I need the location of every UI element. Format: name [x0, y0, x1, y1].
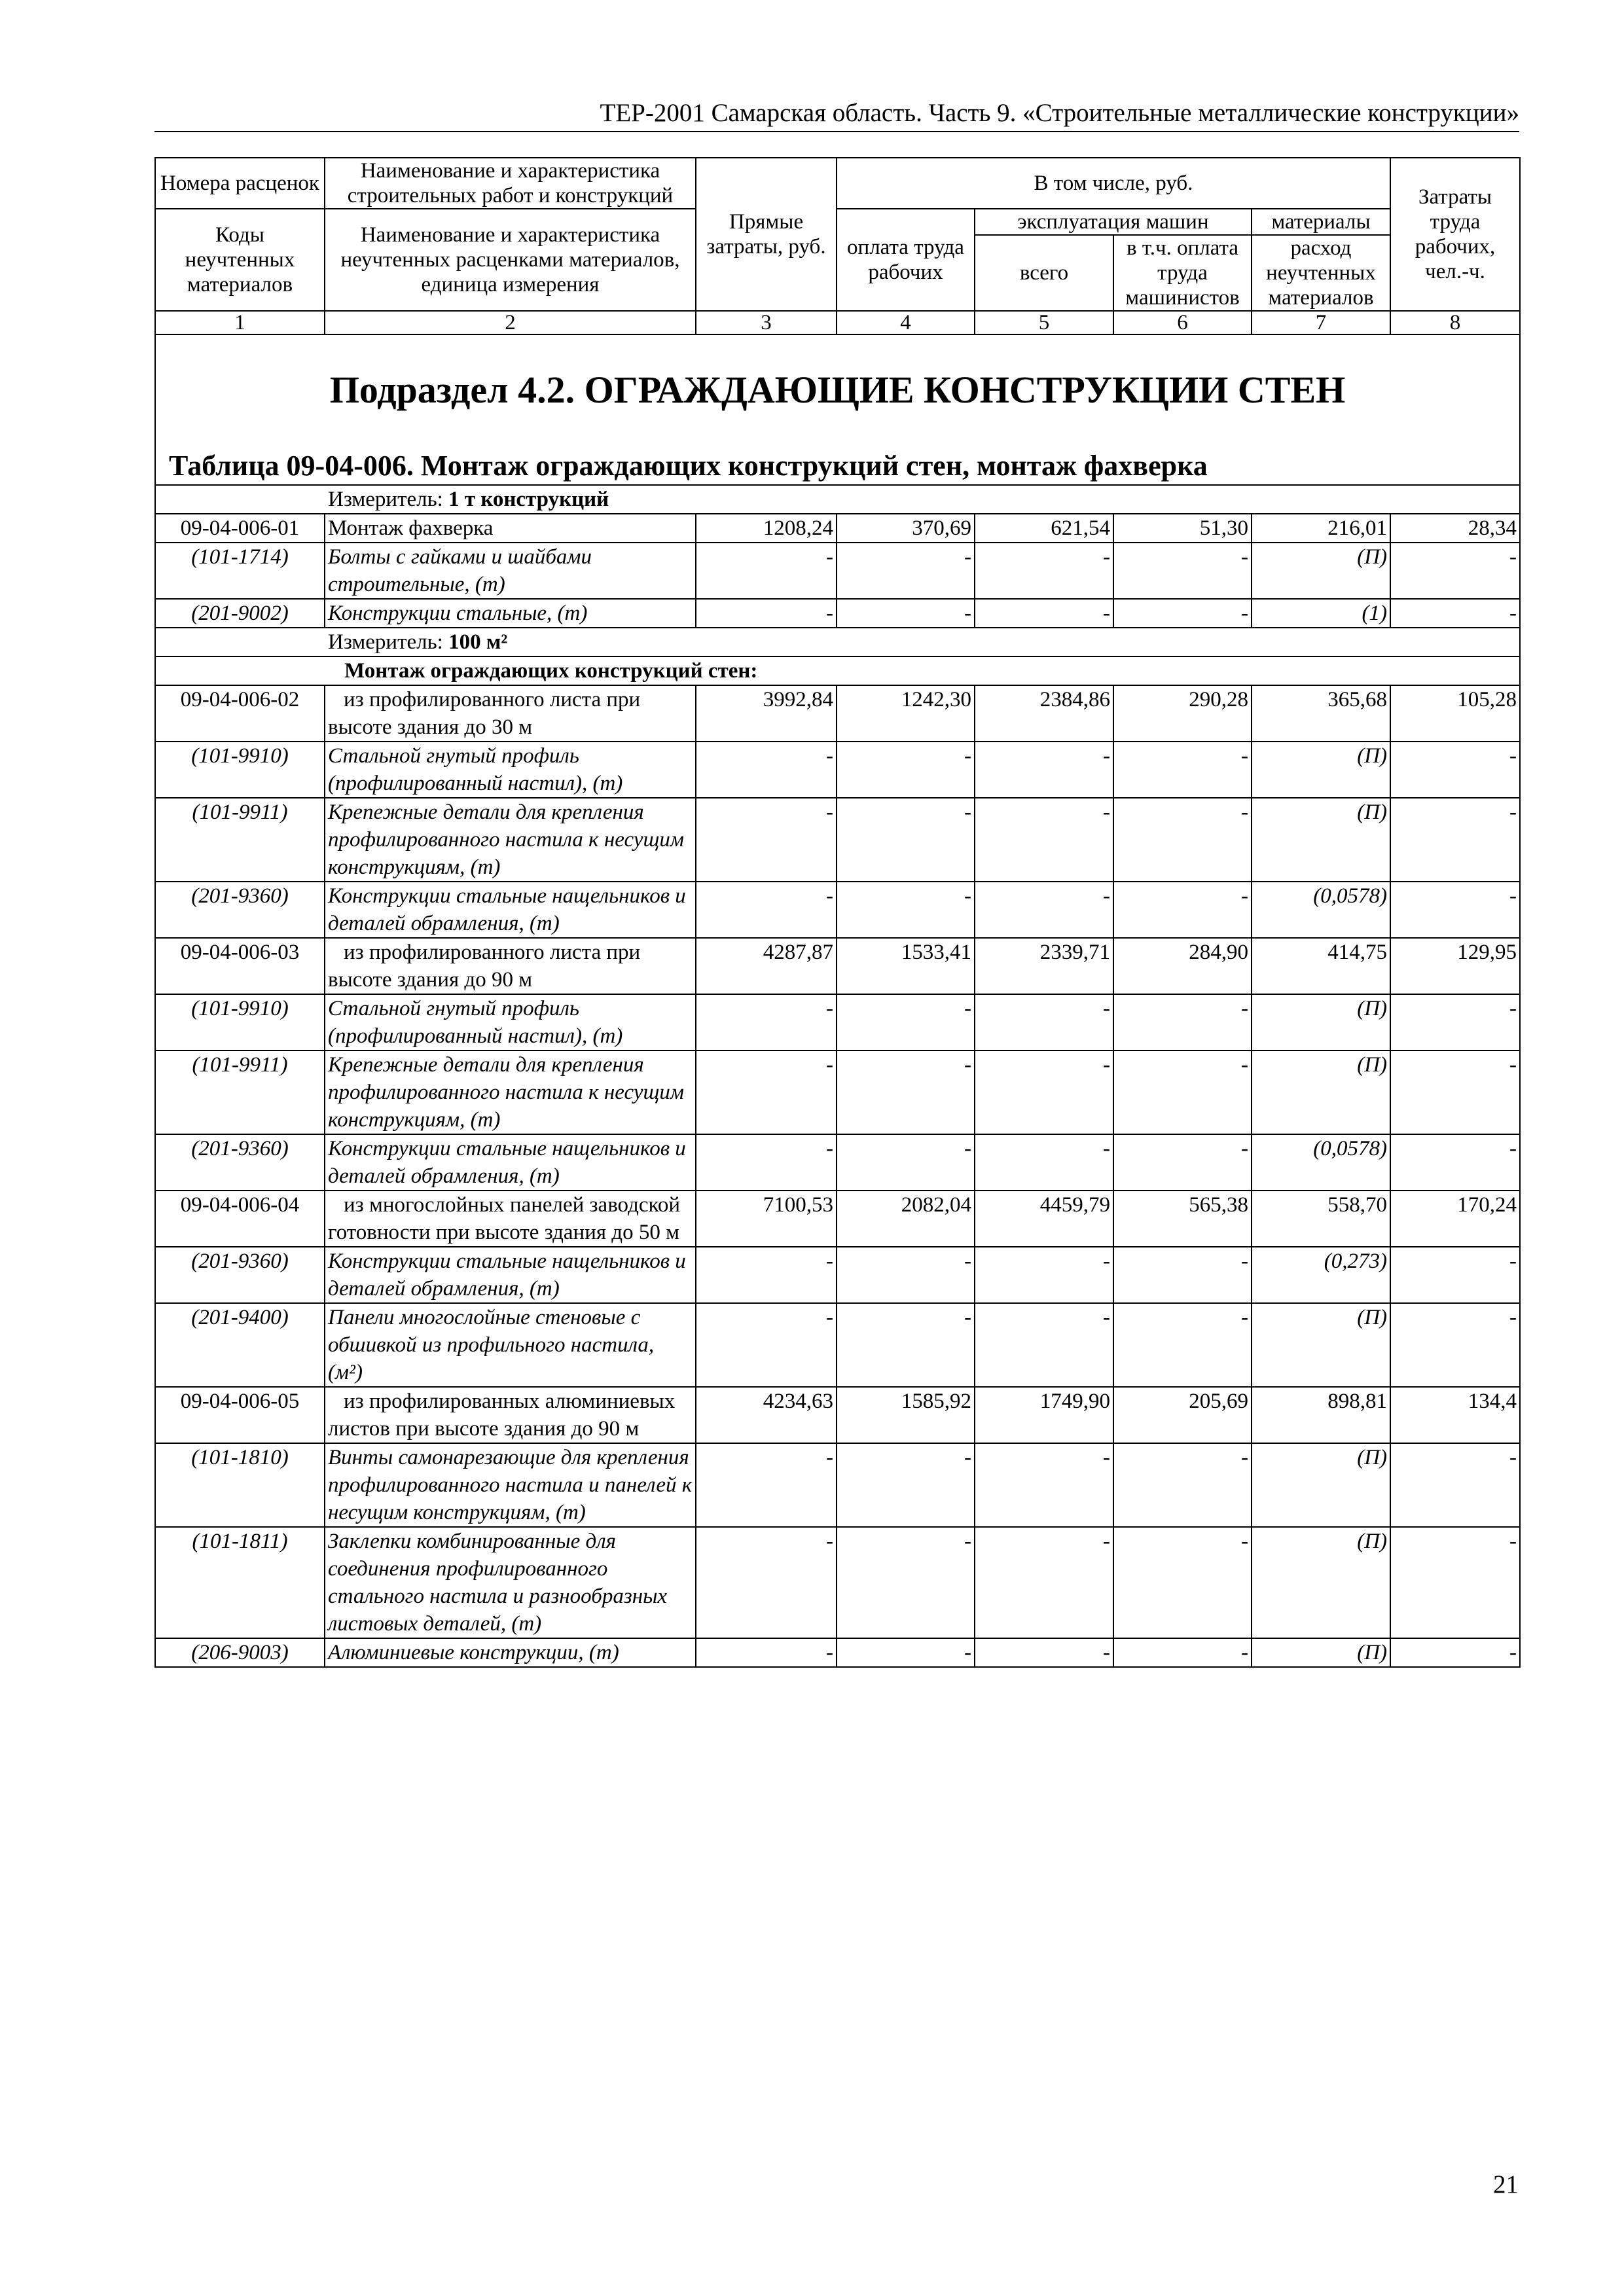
- material-name: Заклепки комбинированные для соединения профилированного стального настила и разнообразных листовых деталей, (т): [325, 1527, 696, 1638]
- material-name: Панели многослойные стеновые с обшивкой из профильного настила, (м²): [325, 1303, 696, 1387]
- running-header: ТЕР-2001 Самарская область. Часть 9. «Строительные металлические конструкции»: [600, 99, 1519, 127]
- column-numbers-row: [155, 311, 1520, 334]
- material-code: (201-9360): [155, 882, 325, 938]
- material-value: -: [1390, 1050, 1520, 1134]
- material-name: Винты самонарезающие для крепления профилированного настила и панелей к несущим конструкциям, (т): [325, 1443, 696, 1527]
- material-value: -: [696, 599, 837, 628]
- material-value: -: [1390, 1443, 1520, 1527]
- material-quantity: (П): [1252, 1527, 1390, 1638]
- materials-cost: 216,01: [1252, 514, 1390, 543]
- col4-header: оплата труда рабочих: [837, 209, 975, 311]
- material-code: (101-1714): [155, 543, 325, 599]
- direct-costs: 4287,87: [696, 938, 837, 994]
- material-quantity: (П): [1252, 994, 1390, 1050]
- header-rule: [154, 131, 1519, 132]
- machinist-pay: 290,28: [1113, 685, 1252, 742]
- labor-hours: 129,95: [1390, 938, 1520, 994]
- labor-pay: 1242,30: [837, 685, 975, 742]
- measure-unit-1: Измеритель: 1 т конструкций: [325, 485, 1520, 514]
- material-value: -: [975, 1050, 1113, 1134]
- material-quantity: (П): [1252, 798, 1390, 882]
- direct-costs: 4234,63: [696, 1387, 837, 1443]
- materials-cost: 365,68: [1252, 685, 1390, 742]
- column-number: 2: [325, 311, 696, 334]
- material-quantity: (П): [1252, 1638, 1390, 1667]
- material-value: -: [837, 1050, 975, 1134]
- machines-total: 621,54: [975, 514, 1113, 543]
- material-quantity: (1): [1252, 599, 1390, 628]
- material-name: Алюминиевые конструкции, (т): [325, 1638, 696, 1667]
- material-quantity: (П): [1252, 1443, 1390, 1527]
- material-value: -: [1390, 1638, 1520, 1667]
- material-value: -: [1390, 599, 1520, 628]
- material-row: [155, 742, 1520, 798]
- material-row: [155, 543, 1520, 599]
- material-quantity: (0,0578): [1252, 1134, 1390, 1191]
- material-row: [155, 1247, 1520, 1303]
- material-quantity: (П): [1252, 1303, 1390, 1387]
- material-value: -: [1113, 1134, 1252, 1191]
- material-value: -: [975, 543, 1113, 599]
- material-value: -: [1113, 798, 1252, 882]
- material-value: -: [1113, 599, 1252, 628]
- material-value: -: [1390, 1134, 1520, 1191]
- subsection-title: Подраздел 4.2. ОГРАЖДАЮЩИЕ КОНСТРУКЦИИ СТЕН: [155, 334, 1520, 423]
- col3-header: Прямые затраты, руб.: [696, 158, 837, 311]
- material-name: Конструкции стальные, (т): [325, 599, 696, 628]
- col6-header: в т.ч. оплата труда машинистов: [1113, 235, 1252, 311]
- material-code: (101-1810): [155, 1443, 325, 1527]
- material-name: Стальной гнутый профиль (профилированный настил), (т): [325, 994, 696, 1050]
- measure-unit-2: Измеритель: 100 м²: [325, 628, 1520, 656]
- machinist-pay: 565,38: [1113, 1191, 1252, 1247]
- materials-cost: 414,75: [1252, 938, 1390, 994]
- column-number: 1: [155, 311, 325, 334]
- material-value: -: [1390, 1247, 1520, 1303]
- material-value: -: [837, 1443, 975, 1527]
- header-row-1: [155, 158, 1520, 209]
- material-value: -: [1113, 543, 1252, 599]
- rate-name: из многослойных панелей заводской готовности при высоте здания до 50 м: [325, 1191, 696, 1247]
- machines-total: 2339,71: [975, 938, 1113, 994]
- labor-hours: 170,24: [1390, 1191, 1520, 1247]
- including-header: В том числе, руб.: [837, 158, 1390, 209]
- header-row-2: [155, 209, 1520, 235]
- material-name: Болты с гайками и шайбами строительные, (т): [325, 543, 696, 599]
- machines-total: 2384,86: [975, 685, 1113, 742]
- labor-pay: 2082,04: [837, 1191, 975, 1247]
- material-value: -: [696, 1247, 837, 1303]
- material-value: -: [696, 742, 837, 798]
- material-name: Конструкции стальные нащельников и деталей обрамления, (т): [325, 1247, 696, 1303]
- materials-header: материалы: [1252, 209, 1390, 235]
- material-value: -: [975, 882, 1113, 938]
- material-code: (101-9911): [155, 1050, 325, 1134]
- material-value: -: [837, 1247, 975, 1303]
- material-value: -: [696, 994, 837, 1050]
- material-quantity: (0,0578): [1252, 882, 1390, 938]
- material-value: -: [1113, 1638, 1252, 1667]
- material-quantity: (П): [1252, 742, 1390, 798]
- material-value: -: [837, 882, 975, 938]
- material-code: (101-9910): [155, 742, 325, 798]
- rate-row: [155, 1191, 1520, 1247]
- material-value: -: [975, 994, 1113, 1050]
- column-number: 8: [1390, 311, 1520, 334]
- material-row: [155, 882, 1520, 938]
- col1-header-top: Номера расценок: [155, 158, 325, 209]
- material-value: -: [975, 1443, 1113, 1527]
- material-code: (201-9400): [155, 1303, 325, 1387]
- material-value: -: [696, 543, 837, 599]
- material-name: Крепежные детали для крепления профилированного настила к несущим конструкциям, (т): [325, 1050, 696, 1134]
- material-code: (101-1811): [155, 1527, 325, 1638]
- machinist-pay: 284,90: [1113, 938, 1252, 994]
- material-value: -: [1113, 994, 1252, 1050]
- material-code: (201-9360): [155, 1247, 325, 1303]
- rate-code: 09-04-006-01: [155, 514, 325, 543]
- material-row: [155, 1050, 1520, 1134]
- labor-hours: 28,34: [1390, 514, 1520, 543]
- labor-pay: 1533,41: [837, 938, 975, 994]
- material-row: [155, 1527, 1520, 1638]
- rate-row: [155, 685, 1520, 742]
- column-number: 7: [1252, 311, 1390, 334]
- column-number: 4: [837, 311, 975, 334]
- col1-header-bottom: Коды неучтенных материалов: [155, 209, 325, 311]
- rate-name: Монтаж фахверка: [325, 514, 696, 543]
- material-value: -: [1390, 742, 1520, 798]
- material-value: -: [837, 994, 975, 1050]
- machines-header: эксплуатация машин: [975, 209, 1252, 235]
- material-value: -: [1113, 1050, 1252, 1134]
- material-value: -: [837, 543, 975, 599]
- material-name: Конструкции стальные нащельников и деталей обрамления, (т): [325, 1134, 696, 1191]
- material-quantity: (0,273): [1252, 1247, 1390, 1303]
- rate-code: 09-04-006-02: [155, 685, 325, 742]
- material-row: [155, 1638, 1520, 1667]
- material-code: (206-9003): [155, 1638, 325, 1667]
- material-value: -: [975, 1247, 1113, 1303]
- material-value: -: [1113, 1303, 1252, 1387]
- material-value: -: [696, 1134, 837, 1191]
- column-number: 6: [1113, 311, 1252, 334]
- materials-cost: 558,70: [1252, 1191, 1390, 1247]
- col2-header-top: Наименование и характеристика строительных работ и конструкций: [325, 158, 696, 209]
- material-row: [155, 1443, 1520, 1527]
- table-title: Таблица 09-04-006. Монтаж ограждающих конструкций стен, монтаж фахверка: [155, 423, 1520, 485]
- page-number: 21: [1493, 2170, 1519, 2198]
- labor-pay: 370,69: [837, 514, 975, 543]
- material-value: -: [696, 1638, 837, 1667]
- material-value: -: [837, 1303, 975, 1387]
- machinist-pay: 205,69: [1113, 1387, 1252, 1443]
- labor-hours: 105,28: [1390, 685, 1520, 742]
- material-value: -: [1113, 1443, 1252, 1527]
- rate-code: 09-04-006-05: [155, 1387, 325, 1443]
- col7-header: расход неучтенных материалов: [1252, 235, 1390, 311]
- rate-code: 09-04-006-04: [155, 1191, 325, 1247]
- material-value: -: [837, 599, 975, 628]
- material-value: -: [837, 1527, 975, 1638]
- machinist-pay: 51,30: [1113, 514, 1252, 543]
- material-code: (201-9002): [155, 599, 325, 628]
- labor-hours: 134,4: [1390, 1387, 1520, 1443]
- material-value: -: [975, 1303, 1113, 1387]
- machines-total: 1749,90: [975, 1387, 1113, 1443]
- material-value: -: [696, 882, 837, 938]
- material-value: -: [696, 1050, 837, 1134]
- direct-costs: 3992,84: [696, 685, 837, 742]
- material-value: -: [975, 1638, 1113, 1667]
- material-value: -: [1113, 742, 1252, 798]
- machines-total: 4459,79: [975, 1191, 1113, 1247]
- material-value: -: [975, 599, 1113, 628]
- materials-cost: 898,81: [1252, 1387, 1390, 1443]
- material-row: [155, 1303, 1520, 1387]
- material-row: [155, 994, 1520, 1050]
- material-name: Стальной гнутый профиль (профилированный настил), (т): [325, 742, 696, 798]
- direct-costs: 1208,24: [696, 514, 837, 543]
- material-value: -: [1390, 1527, 1520, 1638]
- column-number: 5: [975, 311, 1113, 334]
- material-value: -: [837, 1134, 975, 1191]
- material-value: -: [1113, 1247, 1252, 1303]
- material-value: -: [837, 798, 975, 882]
- column-number: 3: [696, 311, 837, 334]
- rate-row: [155, 1387, 1520, 1443]
- rates-table: [154, 157, 1521, 1668]
- material-row: [155, 798, 1520, 882]
- material-code: (101-9911): [155, 798, 325, 882]
- material-value: -: [975, 742, 1113, 798]
- material-value: -: [837, 1638, 975, 1667]
- material-row: [155, 599, 1520, 628]
- rate-name: из профилированного листа при высоте здания до 90 м: [325, 938, 696, 994]
- material-value: -: [696, 1527, 837, 1638]
- material-value: -: [1390, 1303, 1520, 1387]
- material-quantity: (П): [1252, 543, 1390, 599]
- rate-row: [155, 514, 1520, 543]
- material-value: -: [696, 798, 837, 882]
- direct-costs: 7100,53: [696, 1191, 837, 1247]
- material-value: -: [1113, 1527, 1252, 1638]
- rate-row: [155, 938, 1520, 994]
- material-value: -: [1113, 882, 1252, 938]
- group-title: Монтаж ограждающих конструкций стен:: [325, 656, 1520, 685]
- material-value: -: [1390, 882, 1520, 938]
- material-value: -: [696, 1303, 837, 1387]
- col8-header: Затраты труда рабочих, чел.-ч.: [1390, 158, 1520, 311]
- material-name: Крепежные детали для крепления профилированного настила к несущим конструкциям, (т): [325, 798, 696, 882]
- material-row: [155, 1134, 1520, 1191]
- material-value: -: [975, 798, 1113, 882]
- rate-name: из профилированного листа при высоте здания до 30 м: [325, 685, 696, 742]
- material-code: (201-9360): [155, 1134, 325, 1191]
- col2-header-bottom: Наименование и характеристика неучтенных расценками материалов, единица измерения: [325, 209, 696, 311]
- col5-header: всего: [975, 235, 1113, 311]
- material-value: -: [1390, 994, 1520, 1050]
- material-value: -: [696, 1443, 837, 1527]
- material-value: -: [975, 1527, 1113, 1638]
- material-value: -: [975, 1134, 1113, 1191]
- rate-code: 09-04-006-03: [155, 938, 325, 994]
- material-value: -: [837, 742, 975, 798]
- material-quantity: (П): [1252, 1050, 1390, 1134]
- material-value: -: [1390, 798, 1520, 882]
- material-value: -: [1390, 543, 1520, 599]
- material-code: (101-9910): [155, 994, 325, 1050]
- labor-pay: 1585,92: [837, 1387, 975, 1443]
- material-name: Конструкции стальные нащельников и деталей обрамления, (т): [325, 882, 696, 938]
- rate-name: из профилированных алюминиевых листов при высоте здания до 90 м: [325, 1387, 696, 1443]
